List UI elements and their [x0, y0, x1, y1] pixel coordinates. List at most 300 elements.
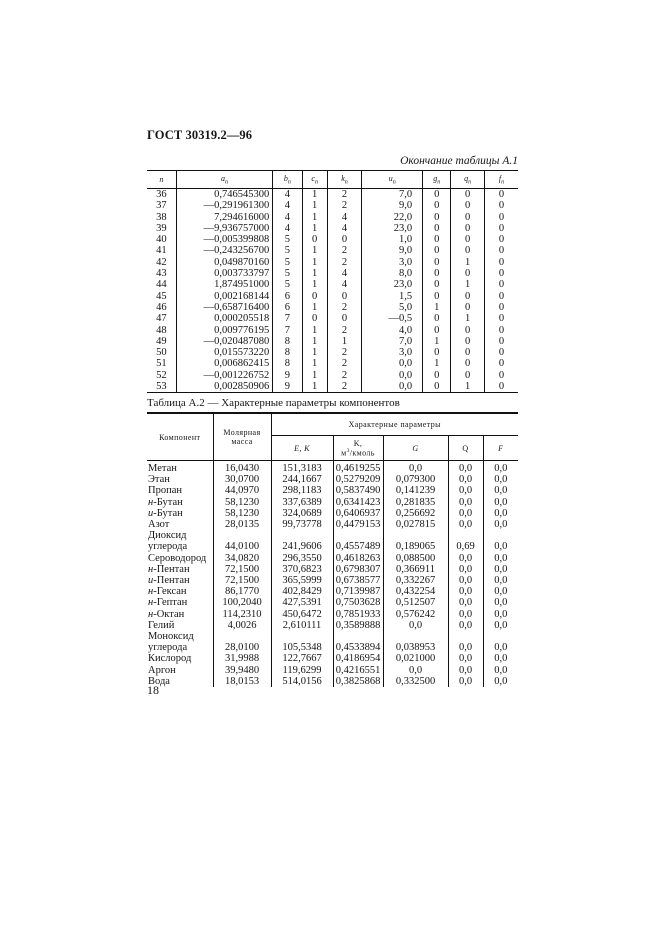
- cell-a: 1,874951000: [176, 279, 272, 290]
- cell-c: 1: [302, 200, 327, 211]
- cell-g: 0: [423, 200, 451, 211]
- cell-c: 1: [302, 223, 327, 234]
- cell-component: [147, 564, 213, 575]
- cell-e: 370,6823: [271, 564, 333, 575]
- cell-f: 0: [484, 223, 518, 234]
- cell-mass: 28,0135: [213, 519, 271, 530]
- cell-f: 0,0: [483, 497, 518, 508]
- cell-f: 0,0: [483, 474, 518, 485]
- cell-component: [147, 620, 213, 631]
- cell-c: 1: [302, 268, 327, 279]
- table-header-row: [147, 171, 518, 189]
- cell-e: 296,3550: [271, 553, 333, 564]
- table-row: [147, 541, 518, 552]
- cell-component: [147, 485, 213, 496]
- cell-k: 0,4557489: [333, 541, 383, 552]
- cell-f: 0,0: [483, 586, 518, 597]
- cell-k: 2: [327, 358, 362, 369]
- cell-f: 0: [484, 279, 518, 290]
- cell-g: 0: [423, 257, 451, 268]
- cell-b: 6: [273, 302, 302, 313]
- cell-f: 0: [484, 347, 518, 358]
- cell-f: 0,0: [483, 553, 518, 564]
- cell-f: 0,0: [483, 653, 518, 664]
- cell-q: 0: [451, 325, 485, 336]
- cell-f: 0,0: [483, 485, 518, 496]
- cell-g: 0,281835: [383, 497, 448, 508]
- cell-component: [147, 497, 213, 508]
- cell-q: 0,0: [448, 564, 483, 575]
- cell-u: 0,0: [362, 381, 423, 393]
- cell-e: 365,5999: [271, 575, 333, 586]
- component-name: Аргон: [148, 664, 176, 676]
- cell-f: 0: [484, 245, 518, 256]
- cell-g: 0: [423, 370, 451, 381]
- cell-c: 1: [302, 245, 327, 256]
- table-row: [147, 223, 518, 234]
- cell-mass: 39,9480: [213, 665, 271, 676]
- cell-a: —0,291961300: [176, 200, 272, 211]
- cell-component: [147, 530, 213, 541]
- cell-mass: 72,1500: [213, 575, 271, 586]
- cell-q: [448, 631, 483, 642]
- cell-u: 1,5: [362, 291, 423, 302]
- cell-e: 427,5391: [271, 597, 333, 608]
- cell-g: 0,512507: [383, 597, 448, 608]
- cell-e: 2,610111: [271, 620, 333, 631]
- cell-q: 0,0: [448, 597, 483, 608]
- table-row: [147, 358, 518, 369]
- cell-f: 0: [484, 291, 518, 302]
- cell-a: 0,009776195: [176, 325, 272, 336]
- table-row: [147, 597, 518, 608]
- isomer-prefix: и: [148, 507, 154, 519]
- col-header-q: Q: [448, 436, 483, 461]
- cell-q: 0,0: [448, 665, 483, 676]
- cell-mass: 72,1500: [213, 564, 271, 575]
- cell-k: 2: [327, 189, 362, 201]
- table-row: [147, 519, 518, 530]
- cell-k: 4: [327, 268, 362, 279]
- cell-b: 7: [273, 325, 302, 336]
- cell-b: 8: [273, 347, 302, 358]
- cell-q: [448, 530, 483, 541]
- cell-n: 48: [156, 324, 167, 336]
- cell-b: 8: [273, 336, 302, 347]
- cell-mass: 18,0153: [213, 676, 271, 687]
- cell-q: 0,0: [448, 586, 483, 597]
- cell-n: 43: [156, 268, 167, 280]
- table-row: [147, 530, 518, 541]
- cell-q: 0,0: [448, 676, 483, 687]
- cell-g: 0,0: [383, 461, 448, 475]
- cell-c: 0: [302, 234, 327, 245]
- cell-e: 244,1667: [271, 474, 333, 485]
- table-row: [147, 234, 518, 245]
- component-name: -Октан: [153, 608, 185, 620]
- cell-c: 1: [302, 358, 327, 369]
- cell-c: 0: [302, 313, 327, 324]
- cell-k: [333, 530, 383, 541]
- cell-a: 0,049870160: [176, 257, 272, 268]
- component-name: Сероводород: [148, 552, 207, 564]
- cell-a: 0,002850906: [176, 381, 272, 393]
- cell-b: 5: [273, 268, 302, 279]
- cell-g: 1: [423, 336, 451, 347]
- cell-u: 3,0: [362, 257, 423, 268]
- cell-f: 0,0: [483, 461, 518, 475]
- cell-f: 0,0: [483, 642, 518, 653]
- cell-e: 151,3183: [271, 461, 333, 475]
- cell-k: 0: [327, 313, 362, 324]
- cell-b: 5: [273, 245, 302, 256]
- col-header-group: Характерные параметры: [271, 413, 518, 436]
- component-name: -Бутан: [153, 496, 183, 508]
- cell-f: 0: [484, 257, 518, 268]
- table-row: [147, 461, 518, 475]
- cell-n: 46: [156, 301, 167, 313]
- cell-b: 5: [273, 279, 302, 290]
- cell-g: 1: [423, 302, 451, 313]
- cell-a: 0,003733797: [176, 268, 272, 279]
- cell-a: —0,658716400: [176, 302, 272, 313]
- cell-a: 0,000205518: [176, 313, 272, 324]
- cell-component: [147, 642, 213, 653]
- cell-g: 0,079300: [383, 474, 448, 485]
- cell-u: 23,0: [362, 223, 423, 234]
- cell-b: 4: [273, 200, 302, 211]
- cell-a: —0,001226752: [176, 370, 272, 381]
- table-row: [147, 336, 518, 347]
- molar-mass-line-1: Молярная: [223, 428, 261, 437]
- cell-b: 5: [273, 234, 302, 245]
- cell-e: 105,5348: [271, 642, 333, 653]
- col-header-g: G: [383, 436, 448, 461]
- cell-k: 0,5837490: [333, 485, 383, 496]
- cell-q: 0,0: [448, 553, 483, 564]
- cell-f: 0,0: [483, 541, 518, 552]
- table-row: [147, 370, 518, 381]
- cell-g: [383, 631, 448, 642]
- table-row: [147, 268, 518, 279]
- cell-f: 0,0: [483, 519, 518, 530]
- table-row: [147, 497, 518, 508]
- cell-component: [147, 474, 213, 485]
- table-row: [147, 609, 518, 620]
- cell-k: 0: [327, 291, 362, 302]
- cell-mass: 16,0430: [213, 461, 271, 475]
- cell-f: 0: [484, 358, 518, 369]
- table-row: [147, 381, 518, 393]
- cell-n: 38: [156, 211, 167, 223]
- component-name: Азот: [148, 519, 170, 531]
- cell-e: 122,7667: [271, 653, 333, 664]
- cell-q: 0: [451, 358, 485, 369]
- cell-b: 5: [273, 257, 302, 268]
- cell-q: 0,0: [448, 508, 483, 519]
- cell-q: 0: [451, 268, 485, 279]
- cell-f: 0,0: [483, 676, 518, 687]
- component-name: -Пентан: [153, 563, 190, 575]
- cell-g: 0: [423, 347, 451, 358]
- component-name: -Бутан: [153, 507, 183, 519]
- table-row: [147, 212, 518, 223]
- cell-q: 1: [451, 313, 485, 324]
- cell-n: 42: [156, 256, 167, 268]
- component-name: Этан: [148, 474, 170, 486]
- cell-component: [147, 508, 213, 519]
- component-name: Моноксид: [148, 631, 194, 643]
- cell-q: 0: [451, 212, 485, 223]
- col-header-c: $c_n$: [302, 171, 327, 189]
- cell-k: 0,4479153: [333, 519, 383, 530]
- table-row: [147, 347, 518, 358]
- cell-q: 0,0: [448, 642, 483, 653]
- cell-c: 1: [302, 279, 327, 290]
- cell-n: 36: [156, 189, 167, 200]
- cell-q: 1: [451, 381, 485, 393]
- cell-k: 4: [327, 279, 362, 290]
- cell-q: 0: [451, 189, 485, 201]
- cell-k: 0,7851933: [333, 609, 383, 620]
- cell-g: 0,027815: [383, 519, 448, 530]
- cell-q: 0: [451, 370, 485, 381]
- cell-g: 0: [423, 245, 451, 256]
- cell-q: 0,69: [448, 541, 483, 552]
- cell-b: 9: [273, 370, 302, 381]
- cell-f: 0: [484, 381, 518, 393]
- col-header-e: E, K: [271, 436, 333, 461]
- cell-q: 0,0: [448, 620, 483, 631]
- cell-q: 0,0: [448, 653, 483, 664]
- cell-u: 4,0: [362, 325, 423, 336]
- table-row: [147, 508, 518, 519]
- cell-component: [147, 653, 213, 664]
- col-header-a: $a_n$: [176, 171, 272, 189]
- cell-k: 0,7139987: [333, 586, 383, 597]
- cell-component: [147, 461, 213, 475]
- isomer-prefix: н: [148, 586, 154, 598]
- cell-n: 52: [156, 369, 167, 381]
- cell-k: 0,4533894: [333, 642, 383, 653]
- table-row: [147, 257, 518, 268]
- cell-c: 1: [302, 302, 327, 313]
- col-header-q: $q_n$: [451, 171, 485, 189]
- cell-k: 0: [327, 234, 362, 245]
- cell-n: 40: [156, 234, 167, 246]
- cell-g: 0: [423, 189, 451, 201]
- cell-mass: 44,0100: [213, 541, 271, 552]
- cell-k: 0,6798307: [333, 564, 383, 575]
- cell-n: 53: [147, 381, 176, 393]
- cell-b: 7: [273, 313, 302, 324]
- cell-c: 0: [302, 291, 327, 302]
- cell-u: 5,0: [362, 302, 423, 313]
- cell-k: 2: [327, 257, 362, 268]
- cell-mass: 114,2310: [213, 609, 271, 620]
- cell-k: 0,5279209: [333, 474, 383, 485]
- table-row: [147, 553, 518, 564]
- table-a2-caption: Таблица А.2 — Характерные параметры компонентов: [147, 397, 400, 409]
- cell-a: 0,015573220: [176, 347, 272, 358]
- table-row: [147, 485, 518, 496]
- cell-k: 0,4216551: [333, 665, 383, 676]
- cell-q: 0: [451, 347, 485, 358]
- cell-mass: 28,0100: [213, 642, 271, 653]
- cell-component: [147, 609, 213, 620]
- col-header-g: $g_n$: [423, 171, 451, 189]
- col-header-u: $u_n$: [362, 171, 423, 189]
- cell-g: 0: [423, 313, 451, 324]
- cell-mass: 44,0970: [213, 485, 271, 496]
- cell-component: [147, 586, 213, 597]
- cell-u: 0,0: [362, 370, 423, 381]
- cell-a: —0,243256700: [176, 245, 272, 256]
- cell-g: 0,0: [383, 665, 448, 676]
- isomer-prefix: н: [148, 608, 154, 620]
- cell-g: 0,576242: [383, 609, 448, 620]
- cell-k: 0,6406937: [333, 508, 383, 519]
- cell-u: 1,0: [362, 234, 423, 245]
- cell-f: 0,0: [483, 575, 518, 586]
- isomer-prefix: н: [148, 563, 154, 575]
- col-header-k: [333, 436, 383, 461]
- cell-g: 0: [423, 381, 451, 393]
- cell-k: 0,6738577: [333, 575, 383, 586]
- cell-f: 0: [484, 268, 518, 279]
- cell-e: 99,73778: [271, 519, 333, 530]
- cell-g: 0,256692: [383, 508, 448, 519]
- cell-c: 1: [302, 381, 327, 393]
- table-row: [147, 620, 518, 631]
- cell-mass: 34,0820: [213, 553, 271, 564]
- cell-u: 9,0: [362, 200, 423, 211]
- col-header-f: $f_n$: [484, 171, 518, 189]
- cell-k: 2: [327, 325, 362, 336]
- component-parameters-table: [147, 412, 518, 687]
- table-row: [147, 200, 518, 211]
- cell-u: 8,0: [362, 268, 423, 279]
- cell-k: 0,3589888: [333, 620, 383, 631]
- cell-a: —9,936757000: [176, 223, 272, 234]
- col-header-b: $b_n$: [273, 171, 302, 189]
- k-symbol: K,: [353, 438, 363, 448]
- isomer-prefix: н: [148, 597, 154, 609]
- component-name: углерода: [148, 541, 188, 553]
- cell-e: 241,9606: [271, 541, 333, 552]
- cell-mass: 4,0026: [213, 620, 271, 631]
- molar-mass-line-2: масса: [231, 437, 253, 446]
- component-name: -Пентан: [153, 575, 190, 587]
- cell-q: 0,0: [448, 609, 483, 620]
- cell-k: 0,4186954: [333, 653, 383, 664]
- cell-q: 0: [451, 200, 485, 211]
- cell-q: 0,0: [448, 497, 483, 508]
- cell-g: 0,021000: [383, 653, 448, 664]
- table-row: [147, 279, 518, 290]
- cell-g: 0,0: [383, 620, 448, 631]
- cell-component: [147, 519, 213, 530]
- cell-k: 2: [327, 245, 362, 256]
- cell-q: 1: [451, 279, 485, 290]
- cell-e: [271, 631, 333, 642]
- cell-c: 1: [302, 336, 327, 347]
- cell-f: 0,0: [483, 564, 518, 575]
- cell-b: 6: [273, 291, 302, 302]
- cell-component: [147, 597, 213, 608]
- cell-q: 0,0: [448, 461, 483, 475]
- cell-q: 0,0: [448, 474, 483, 485]
- cell-u: 7,0: [362, 189, 423, 201]
- cell-k: [333, 631, 383, 642]
- cell-n: 39: [156, 222, 167, 234]
- cell-n: 45: [156, 290, 167, 302]
- cell-g: 0: [423, 234, 451, 245]
- cell-g: 0: [423, 291, 451, 302]
- cell-e: 514,0156: [271, 676, 333, 687]
- cell-a: —0,005399808: [176, 234, 272, 245]
- cell-b: 9: [273, 381, 302, 393]
- page-number: 18: [147, 683, 159, 697]
- cell-g: 0: [423, 212, 451, 223]
- cell-q: 0: [451, 234, 485, 245]
- cell-c: 1: [302, 212, 327, 223]
- cell-n: 51: [156, 358, 167, 370]
- cell-g: 0,432254: [383, 586, 448, 597]
- cell-component: [147, 665, 213, 676]
- table-row: [147, 575, 518, 586]
- cell-e: 119,6299: [271, 665, 333, 676]
- cell-k: 2: [327, 381, 362, 393]
- cell-g: [383, 530, 448, 541]
- table-row: [147, 325, 518, 336]
- table-row: [147, 302, 518, 313]
- cell-k: 2: [327, 347, 362, 358]
- cell-c: 1: [302, 189, 327, 201]
- component-name: Метан: [148, 463, 177, 474]
- cell-mass: [213, 530, 271, 541]
- component-name: Диоксид: [148, 530, 187, 542]
- cell-n: 37: [156, 200, 167, 212]
- cell-f: 0: [484, 313, 518, 324]
- cell-mass: 86,1770: [213, 586, 271, 597]
- cell-f: 0,0: [483, 597, 518, 608]
- cell-k: 2: [327, 200, 362, 211]
- cell-c: 1: [302, 325, 327, 336]
- component-name: Кислород: [148, 653, 192, 665]
- table-row: [147, 665, 518, 676]
- cell-c: 1: [302, 347, 327, 358]
- col-header-f: F: [483, 436, 518, 461]
- component-name: Гелий: [148, 619, 175, 631]
- cell-u: 9,0: [362, 245, 423, 256]
- cell-g: 0: [423, 325, 451, 336]
- cell-g: 0,038953: [383, 642, 448, 653]
- cell-g: 0,366911: [383, 564, 448, 575]
- cell-e: 298,1183: [271, 485, 333, 496]
- isomer-prefix: и: [148, 575, 154, 587]
- cell-g: 0,141239: [383, 485, 448, 496]
- cell-e: 337,6389: [271, 497, 333, 508]
- cell-f: 0,0: [483, 609, 518, 620]
- cell-a: 0,746545300: [176, 189, 272, 201]
- cell-k: 2: [327, 370, 362, 381]
- cell-component: [147, 541, 213, 552]
- cell-b: 8: [273, 358, 302, 369]
- table-continuation-caption: Окончание таблицы А.1: [400, 155, 518, 167]
- col-header-n: n: [147, 171, 176, 189]
- table-row: [147, 653, 518, 664]
